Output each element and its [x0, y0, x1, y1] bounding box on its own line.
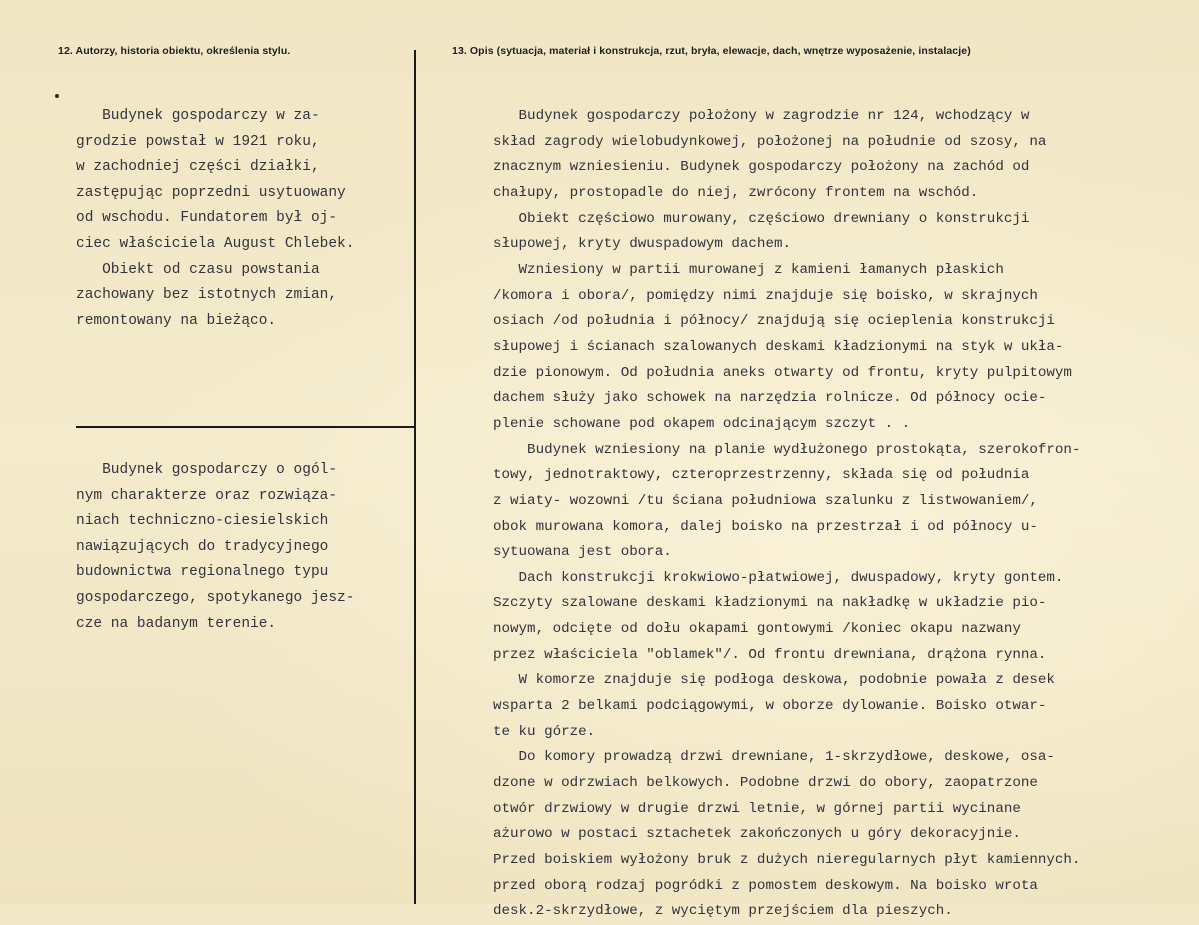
text-line: przed oborą rodzaj pogródki z pomostem deskowym. Na boisko wrota	[493, 877, 1038, 894]
text-line: cze na badanym terenie.	[76, 615, 277, 632]
text-line: gospodarczego, spotykanego jesz-	[76, 589, 355, 606]
text-line: zachowany bez istotnych zmian,	[76, 287, 338, 304]
text-line: ciec właściciela August Chlebek.	[76, 235, 355, 252]
text-line: w zachodniej części działki,	[76, 159, 320, 176]
text-line: obok murowana komora, dalej boisko na przestrzał i od północy u-	[493, 518, 1038, 535]
ink-dot	[55, 94, 59, 98]
column-divider	[414, 50, 416, 904]
text-line: budownictwa regionalnego typu	[76, 564, 329, 581]
text-line: zastępując poprzedni usytuowany	[76, 184, 346, 201]
section-12-header: 12. Autorzy, historia obiektu, określenia stylu.	[58, 45, 291, 57]
text-line: Budynek wzniesiony na planie wydłużonego prostokąta, szerokofron-	[493, 441, 1081, 458]
text-line: chałupy, prostopadle do niej, zwrócony frontem na wschód.	[493, 184, 979, 201]
text-line: Do komory prowadzą drzwi drewniane, 1-skrzydłowe, deskowe, osa-	[493, 749, 1055, 766]
text-line: z wiaty- wozowni /tu ściana południowa szalunku z listwowaniem/,	[493, 492, 1038, 509]
text-line: desk.2-skrzydłowe, z wyciętym przejściem dla pieszych.	[493, 903, 953, 920]
text-line: dzie pionowym. Od południa aneks otwarty od frontu, kryty pulpitowym	[493, 364, 1072, 381]
text-line: wsparta 2 belkami podciągowymi, w oborze dylowanie. Boisko otwar-	[493, 698, 1047, 715]
text-line: plenie schowane pod okapem odcinającym szczyt . .	[493, 415, 911, 432]
text-line: dzone w odrzwiach belkowych. Podobne drzwi do obory, zaopatrzone	[493, 775, 1038, 792]
text-line: /komora i obora/, pomiędzy nimi znajduje się boisko, w skrajnych	[493, 287, 1038, 304]
text-line: skład zagrody wielobudynkowej, położonej na południe od szosy, na	[493, 133, 1047, 150]
text-line: dachem służy jako schowek na narzędzia rolnicze. Od północy ocie-	[493, 390, 1047, 407]
text-line: nawiązujących do tradycyjnego	[76, 538, 329, 555]
section-13-header: 13. Opis (sytuacja, materiał i konstrukcja, rzut, bryła, elewacje, dach, wnętrze wyposażenie, instalacje)	[452, 45, 971, 57]
text-line: nowym, odcięte od dołu okapami gontowymi /koniec okapu nazwany	[493, 621, 1021, 638]
text-line: towy, jednotraktowy, czteroprzestrzenny, składa się od południa	[493, 467, 1030, 484]
text-line: Budynek gospodarczy o ogól-	[76, 462, 338, 478]
text-line: nym charakterze oraz rozwiąza-	[76, 487, 338, 504]
text-line: znacznym wzniesieniu. Budynek gospodarczy położony na zachód od	[493, 159, 1030, 176]
style-text	[76, 458, 354, 637]
text-line: Obiekt częściowo murowany, częściowo drewniany o konstrukcji	[493, 210, 1030, 227]
text-line: Budynek gospodarczy położony w zagrodzie nr 124, wchodzący w	[493, 108, 1030, 124]
text-line: ażurowo w postaci sztachetek zakończonych u góry dekoracyjnie.	[493, 826, 1021, 843]
text-line: Wzniesiony w partii murowanej z kamieni łamanych płaskich	[493, 261, 1004, 278]
text-line: słupowej, kryty dwuspadowym dachem.	[493, 236, 791, 253]
text-line: od wschodu. Fundatorem był oj-	[76, 210, 338, 227]
text-line: grodzie powstał w 1921 roku,	[76, 133, 320, 150]
text-line: niach techniczno-ciesielskich	[76, 513, 329, 530]
text-line: otwór drzwiowy w drugie drzwi letnie, w górnej partii wycinane	[493, 800, 1021, 817]
description-text	[493, 104, 1080, 925]
text-line: Obiekt od czasu powstania	[76, 261, 320, 278]
text-line: sytuowana jest obora.	[493, 544, 672, 561]
text-line: te ku górze.	[493, 723, 596, 740]
text-line: Budynek gospodarczy w za-	[76, 108, 320, 124]
text-line: przez właściciela "oblamek"/. Od frontu drewniana, drążona rynna.	[493, 646, 1047, 663]
text-line: Dach konstrukcji krokwiowo-płatwiowej, dwuspadowy, kryty gontem.	[493, 569, 1064, 586]
text-line: W komorze znajduje się podłoga deskowa, podobnie powała z desek	[493, 672, 1055, 689]
left-section-divider	[76, 426, 414, 428]
text-line: słupowej i ścianach szalowanych deskami kładzionymi na styk w ukła-	[493, 338, 1064, 355]
text-line: osiach /od południa i północy/ znajdują się ocieplenia konstrukcji	[493, 313, 1055, 330]
text-line: Szczyty szalowane deskami kładzionymi na nakładkę w układzie pio-	[493, 595, 1047, 612]
text-line: Przed boiskiem wyłożony bruk z dużych nieregularnych płyt kamiennych.	[493, 852, 1081, 869]
history-text	[76, 104, 354, 334]
text-line: remontowany na bieżąco.	[76, 312, 277, 329]
